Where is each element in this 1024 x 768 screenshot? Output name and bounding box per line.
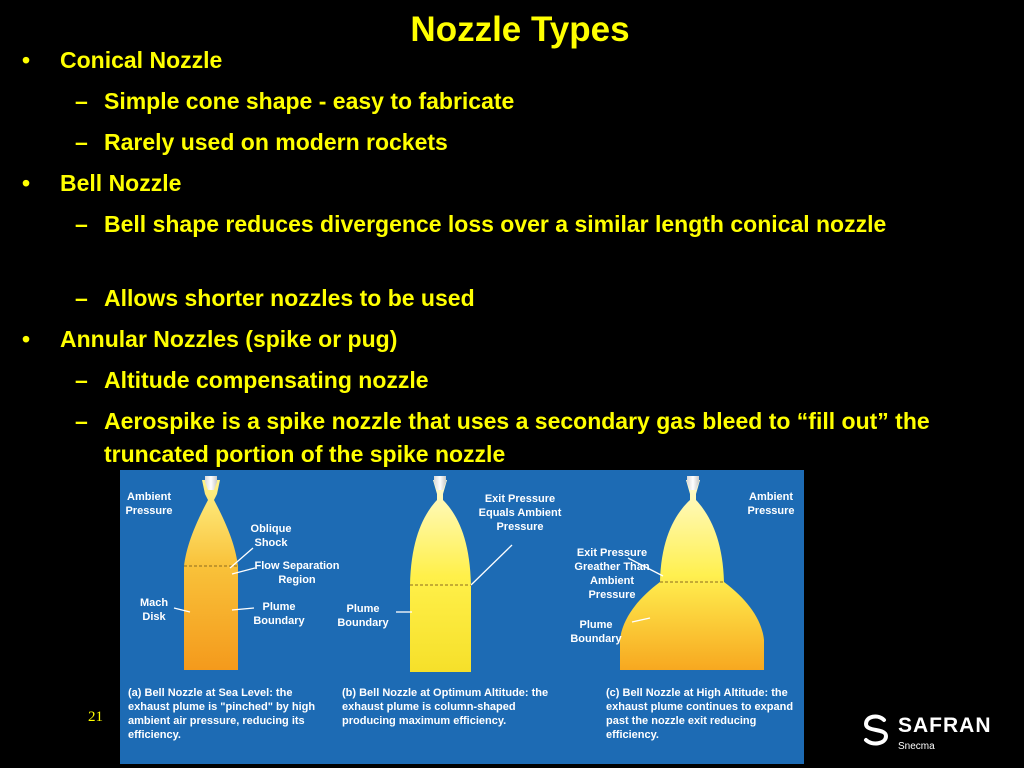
label-mach-disk: Mach Disk [139,597,169,623]
page-number: 21 [88,709,103,725]
dash-marker: – [75,88,88,114]
bullet-marker: • [22,47,31,73]
nozzle-diagram [120,470,804,764]
safran-s-icon [858,712,894,748]
label-plume-boundary-b: Plume Boundary [337,603,389,629]
dash-marker: – [75,211,88,237]
sub-bullet: Simple cone shape - easy to fabricate [104,88,515,114]
dash-marker: – [75,129,88,155]
sub-bullet: Rarely used on modern rockets [104,129,448,155]
sub-bullet: Aerospike is a spike nozzle that uses a secondary gas bleed to “fill out” the truncated portion of the spike nozzle [104,408,930,467]
nozzle-a-sea-level [174,476,255,670]
sub-bullet: Altitude compensating nozzle [104,367,429,393]
bullet-bell-nozzle: Bell Nozzle [60,170,182,196]
label-oblique-shock: Oblique Shock [250,523,292,549]
bullet-marker: • [22,170,31,196]
label-exit-pressure-equals: Exit Pressure Equals Ambient Pressure [478,493,562,533]
label-plume-boundary-a: Plume Boundary [253,601,305,627]
slide-title: Nozzle Types [410,10,630,49]
label-flow-separation-region: Flow Separation Region [254,560,340,586]
sub-bullet: Bell shape reduces divergence loss over a similar length conical nozzle [104,211,887,237]
dash-marker: – [75,408,88,434]
bullet-conical-nozzle: Conical Nozzle [60,47,223,73]
label-exit-pressure-greater: Exit Pressure Greather Than Ambient Pressure [574,547,650,601]
dash-marker: – [75,285,88,311]
label-ambient-pressure-right: Ambient Pressure [747,491,795,517]
safran-logo [858,708,1018,758]
caption-c: (c) Bell Nozzle at High Altitude: the exhaust plume continues to expand past the nozzle exit reducing efficiency. [606,687,794,741]
label-plume-boundary-c: Plume Boundary [570,619,622,645]
logo-sub-text: Snecma [898,741,935,752]
sub-bullet: Allows shorter nozzles to be used [104,285,475,311]
bullet-marker: • [22,326,31,352]
caption-b: (b) Bell Nozzle at Optimum Altitude: the exhaust plume is column-shaped producing maximum efficiency. [342,687,549,727]
caption-a: (a) Bell Nozzle at Sea Level: the exhaust plume is "pinched" by high ambient air pressure, reducing its efficiency. [128,687,316,741]
label-ambient-pressure-left: Ambient Pressure [125,491,173,517]
dash-marker: – [75,367,88,393]
logo-brand-text: SAFRAN [898,714,992,737]
bullet-annular-nozzles: Annular Nozzles (spike or pug) [60,326,398,352]
